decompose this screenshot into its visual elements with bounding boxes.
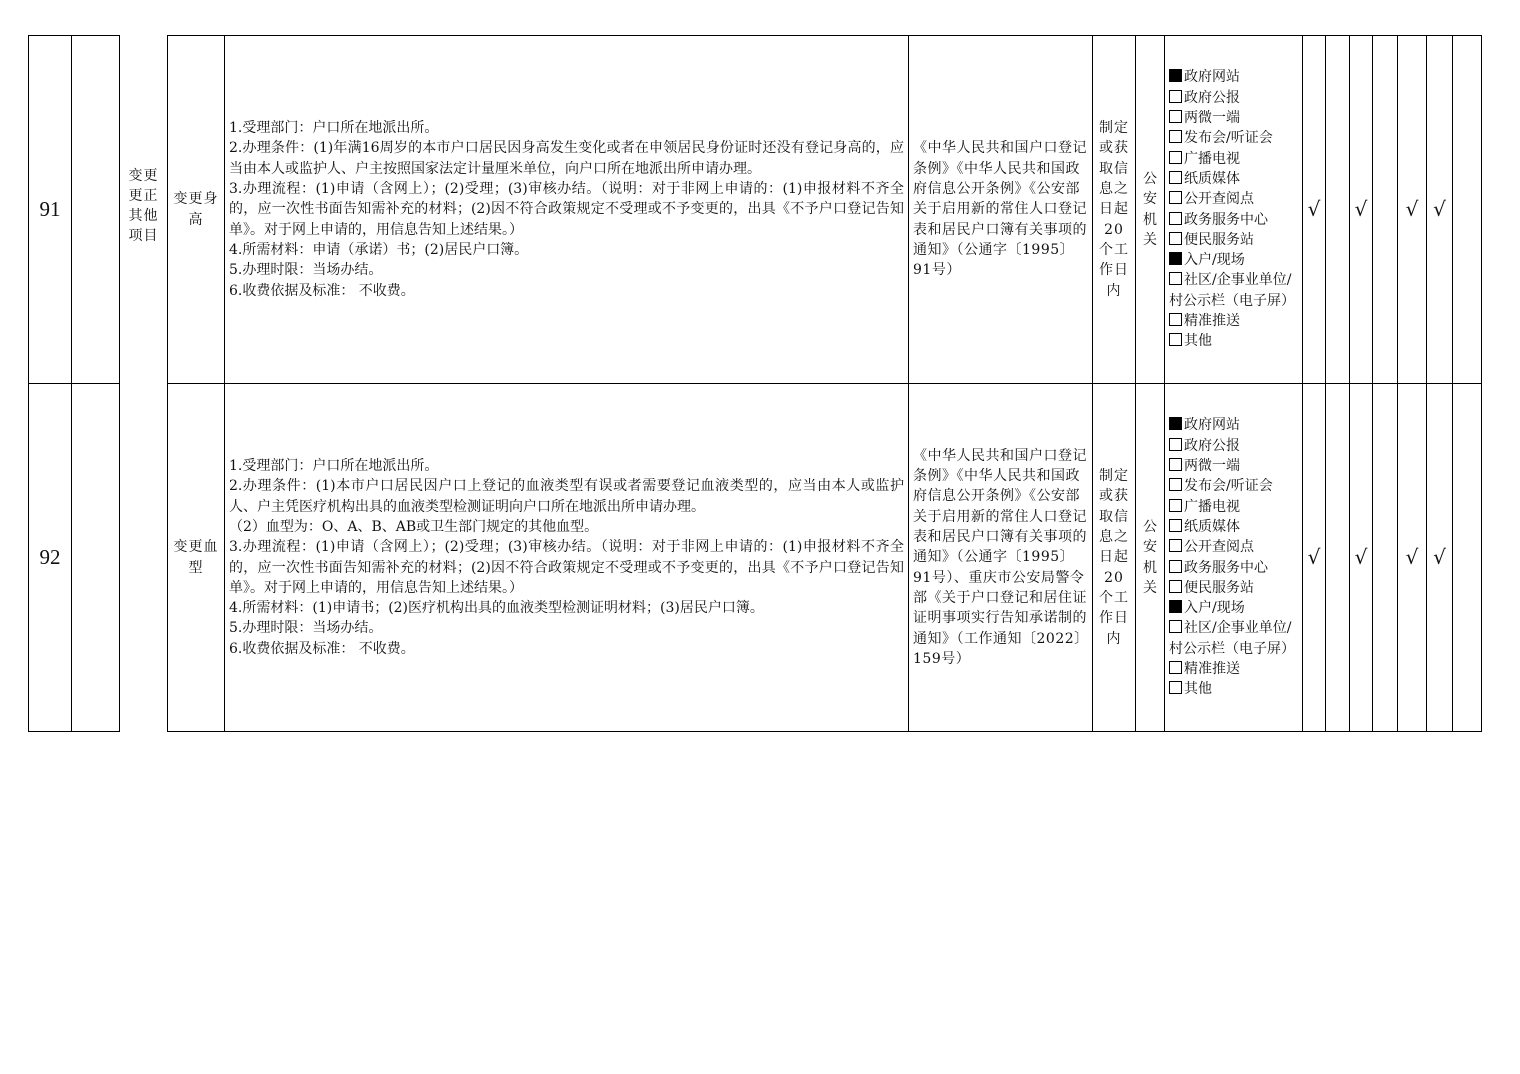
check-mark: √ xyxy=(1350,36,1373,384)
check-mark: √ xyxy=(1350,384,1373,732)
channel-item xyxy=(1169,558,1300,578)
checkbox-empty-icon xyxy=(1169,681,1182,694)
item-name: 变更血型 xyxy=(168,384,225,732)
checkbox-empty-icon xyxy=(1169,560,1182,573)
content-line: 1.受理部门：户口所在地派出所。 xyxy=(229,458,439,475)
channel-label: 公开查阅点 xyxy=(1184,539,1254,556)
check-mark xyxy=(1326,384,1350,732)
content-line: 4.所需材料：(1)申请书；(2)医疗机构出具的血液类型检测证明材料；(3)居民户口簿。 xyxy=(229,600,764,617)
channel-item xyxy=(1169,537,1300,557)
channel-label: 其他 xyxy=(1184,333,1212,350)
channel-label: 政务服务中心 xyxy=(1184,211,1268,228)
legal-basis: 《中华人民共和国户口登记条例》《中华人民共和国政府信息公开条例》《公安部关于启用新的常住人口登记表和居民户口簿有关事项的通知》（公通字〔1995〕91号）、重庆市公安局警令部《关于户口登记和居住证证明事项实行告知承诺制的通知》（工作通知〔2022〕159号） xyxy=(909,384,1093,732)
channel-label: 纸质媒体 xyxy=(1184,170,1240,187)
content-line: 4.所需材料：申请（承诺）书；(2)居民户口簿。 xyxy=(229,241,529,258)
check-mark xyxy=(1326,36,1350,384)
channel-label: 社区/企事业单位/村公示栏（电子屏） xyxy=(1169,620,1295,657)
channel-item xyxy=(1169,169,1300,189)
content-cell xyxy=(225,384,909,732)
channel-item xyxy=(1169,149,1300,169)
disclosure-table xyxy=(28,35,1482,732)
channel-item xyxy=(1169,598,1300,618)
check-mark xyxy=(1373,36,1398,384)
content-line: 5.办理时限：当场办结。 xyxy=(229,620,383,637)
channel-label: 广播电视 xyxy=(1184,150,1240,167)
checkbox-empty-icon xyxy=(1169,110,1182,123)
channel-label: 政府网站 xyxy=(1184,69,1240,86)
item-name: 变更身高 xyxy=(168,36,225,384)
document-page xyxy=(28,35,1482,732)
checkbox-empty-icon xyxy=(1169,151,1182,164)
content-line: 3.办理流程：(1)申请（含网上）；(2)受理；(3)审核办结。（说明：对于非网上申请的：(1)申报材料不齐全的，应一次性书面告知需补充的材料；(2)因不符合政策规定不受理或不予变更的，出具《不予户口登记告知单》。对于网上申请的，用信息告知上述结果。） xyxy=(229,539,904,596)
channel-item xyxy=(1169,270,1300,311)
check-mark: √ xyxy=(1303,36,1326,384)
category-cell: 变更更正其他项目 xyxy=(120,36,168,732)
channel-item xyxy=(1169,189,1300,209)
channel-item xyxy=(1169,250,1300,270)
channel-label: 公开查阅点 xyxy=(1184,191,1254,208)
check-mark: √ xyxy=(1398,384,1427,732)
check-mark: √ xyxy=(1398,36,1427,384)
channel-item xyxy=(1169,436,1300,456)
channel-list xyxy=(1165,384,1303,732)
channel-item xyxy=(1169,659,1300,679)
channel-item xyxy=(1169,476,1300,496)
checkbox-empty-icon xyxy=(1169,212,1182,225)
channel-label: 发布会/听证会 xyxy=(1184,478,1273,495)
checkbox-empty-icon xyxy=(1169,171,1182,184)
checkbox-checked-icon xyxy=(1169,252,1182,265)
check-mark: √ xyxy=(1427,36,1453,384)
channel-item xyxy=(1169,415,1300,435)
channel-item xyxy=(1169,128,1300,148)
checkbox-empty-icon xyxy=(1169,478,1182,491)
time-limit: 制定或获取信息之日起20个工作日内 xyxy=(1093,384,1136,732)
channel-label: 精准推送 xyxy=(1184,312,1240,329)
channel-item xyxy=(1169,456,1300,476)
responsible-org: 公安机关 xyxy=(1136,36,1165,384)
content-line: 3.办理流程：(1)申请（含网上）；(2)受理；(3)审核办结。（说明：对于非网上申请的：(1)申报材料不齐全的，应一次性书面告知需补充的材料；(2)因不符合政策规定不受理或不予变更的，出具《不予户口登记告知单》。对于网上申请的，用信息告知上述结果。） xyxy=(229,181,904,238)
checkbox-empty-icon xyxy=(1169,272,1182,285)
channel-item xyxy=(1169,230,1300,250)
checkbox-checked-icon xyxy=(1169,69,1182,82)
content-line: 2.办理条件：(1)本市户口居民因户口上登记的血液类型有误或者需要登记血液类型的，应当由本人或监护人、户主凭医疗机构出具的血液类型检测证明向户口所在地派出所申请办理。 xyxy=(229,478,904,515)
table-row xyxy=(29,36,1482,384)
channel-label: 政府网站 xyxy=(1184,417,1240,434)
check-mark xyxy=(1453,384,1482,732)
channel-label: 政府公报 xyxy=(1184,437,1240,454)
content-cell xyxy=(225,36,909,384)
check-mark xyxy=(1453,36,1482,384)
checkbox-empty-icon xyxy=(1169,90,1182,103)
channel-label: 政务服务中心 xyxy=(1184,559,1268,576)
channel-label: 两微一端 xyxy=(1184,458,1240,475)
checkbox-empty-icon xyxy=(1169,458,1182,471)
content-line: 2.办理条件：(1)年满16周岁的本市户口居民因身高发生变化或者在申领居民身份证时还没有登记身高的，应当由本人或监护人、户主按照国家法定计量厘米单位，向户口所在地派出所申请办理。 xyxy=(229,140,904,177)
checkbox-empty-icon xyxy=(1169,539,1182,552)
channel-label: 入户/现场 xyxy=(1184,252,1245,269)
channel-item xyxy=(1169,331,1300,351)
checkbox-empty-icon xyxy=(1169,191,1182,204)
channel-label: 其他 xyxy=(1184,681,1212,698)
channel-label: 两微一端 xyxy=(1184,110,1240,127)
checkbox-empty-icon xyxy=(1169,313,1182,326)
checkbox-empty-icon xyxy=(1169,519,1182,532)
checkbox-empty-icon xyxy=(1169,620,1182,633)
channel-label: 政府公报 xyxy=(1184,89,1240,106)
channel-item xyxy=(1169,517,1300,537)
content-line: 6.收费依据及标准： 不收费。 xyxy=(229,282,415,299)
channel-label: 广播电视 xyxy=(1184,498,1240,515)
channel-label: 便民服务站 xyxy=(1184,231,1254,248)
check-mark: √ xyxy=(1427,384,1453,732)
content-line: 1.受理部门：户口所在地派出所。 xyxy=(229,120,439,137)
channel-item xyxy=(1169,108,1300,128)
channel-list xyxy=(1165,36,1303,384)
channel-item xyxy=(1169,210,1300,230)
checkbox-empty-icon xyxy=(1169,580,1182,593)
row-number: 91 xyxy=(29,36,72,384)
channel-item xyxy=(1169,578,1300,598)
checkbox-empty-icon xyxy=(1169,333,1182,346)
channel-item xyxy=(1169,497,1300,517)
channel-item xyxy=(1169,88,1300,108)
legal-basis: 《中华人民共和国户口登记条例》《中华人民共和国政府信息公开条例》《公安部关于启用新的常住人口登记表和居民户口簿有关事项的通知》（公通字〔1995〕91号） xyxy=(909,36,1093,384)
channel-label: 便民服务站 xyxy=(1184,579,1254,596)
checkbox-checked-icon xyxy=(1169,417,1182,430)
blank-column xyxy=(72,384,120,732)
checkbox-empty-icon xyxy=(1169,232,1182,245)
blank-column xyxy=(72,36,120,384)
channel-item xyxy=(1169,618,1300,659)
channel-label: 精准推送 xyxy=(1184,660,1240,677)
check-mark: √ xyxy=(1303,384,1326,732)
time-limit: 制定或获取信息之日起20个工作日内 xyxy=(1093,36,1136,384)
channel-label: 入户/现场 xyxy=(1184,600,1245,617)
content-line: 5.办理时限：当场办结。 xyxy=(229,262,383,279)
checkbox-checked-icon xyxy=(1169,600,1182,613)
row-number: 92 xyxy=(29,384,72,732)
channel-item xyxy=(1169,311,1300,331)
checkbox-empty-icon xyxy=(1169,130,1182,143)
channel-label: 社区/企事业单位/村公示栏（电子屏） xyxy=(1169,272,1295,309)
checkbox-empty-icon xyxy=(1169,438,1182,451)
channel-label: 发布会/听证会 xyxy=(1184,130,1273,147)
responsible-org: 公安机关 xyxy=(1136,384,1165,732)
content-line: 6.收费依据及标准： 不收费。 xyxy=(229,640,415,657)
channel-item xyxy=(1169,67,1300,87)
checkbox-empty-icon xyxy=(1169,499,1182,512)
checkbox-empty-icon xyxy=(1169,661,1182,674)
table-row xyxy=(29,384,1482,732)
check-mark xyxy=(1373,384,1398,732)
content-line: （2）血型为：O、A、B、AB或卫生部门规定的其他血型。 xyxy=(229,518,599,535)
channel-label: 纸质媒体 xyxy=(1184,518,1240,535)
channel-item xyxy=(1169,679,1300,699)
